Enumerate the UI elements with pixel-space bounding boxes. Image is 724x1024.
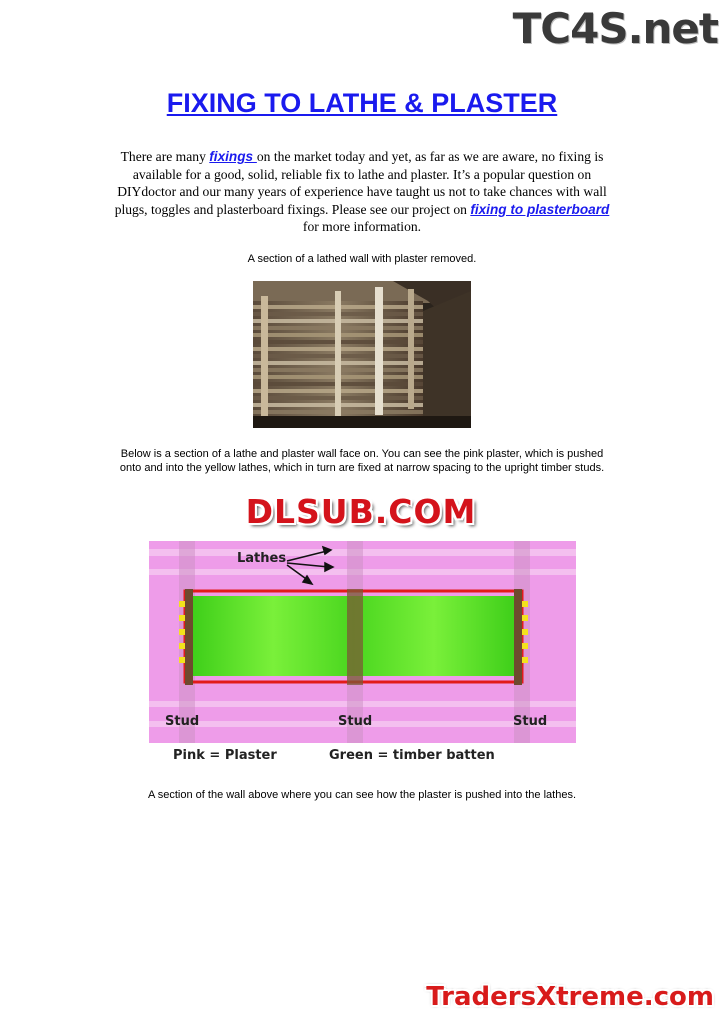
stud-label-right: Stud [513, 714, 548, 729]
lathes-label: Lathes [237, 551, 287, 566]
intro-text-3: for more information. [302, 219, 422, 234]
tradersxtreme-watermark-logo: TradersXtreme.com [426, 982, 714, 1012]
wall-section-caption: A section of the wall above where you can see how the plaster is pushed into the lathes. [147, 789, 577, 801]
intro-text-1: There are many [120, 149, 210, 164]
lathe-plaster-diagram-graphic [149, 541, 576, 743]
legend-plaster: Pink = Plaster [173, 748, 277, 763]
fixings-link[interactable]: fixings [209, 149, 257, 164]
intro-paragraph [110, 148, 614, 236]
lathe-plaster-diagram [149, 541, 576, 743]
intro-text-2: on the market today and yet, as far as we are aware, no fixing is available for a good, solid, reliable fix to lathe and plaster. It’s a popular question on DIYdoctor and our many years of experience have taught us not to take chances with wall plugs, toggles and plasterboard fixings. Please see our project on [114, 149, 607, 217]
tc4s-watermark-logo: TC4S.net [512, 4, 718, 53]
legend-batten: Green = timber batten [329, 748, 495, 763]
diagram-description: Below is a section of a lathe and plaster wall face on. You can see the pink plaster, which is pushed onto and into the yellow lathes, which in turn are fixed at narrow spacing to the upright timber studs. [119, 448, 605, 474]
stud-label-center: Stud [338, 714, 373, 729]
stud-label-left: Stud [165, 714, 200, 729]
lathed-wall-photo [253, 281, 471, 428]
page-title[interactable]: FIXING TO LATHE & PLASTER [166, 88, 558, 118]
lathed-wall-photo-graphic [253, 281, 471, 428]
dlsub-watermark-logo: DLSUB.COM [245, 491, 477, 531]
photo-caption: A section of a lathed wall with plaster removed. [247, 253, 477, 265]
fixing-to-plasterboard-link[interactable]: fixing to plasterboard [470, 201, 610, 217]
